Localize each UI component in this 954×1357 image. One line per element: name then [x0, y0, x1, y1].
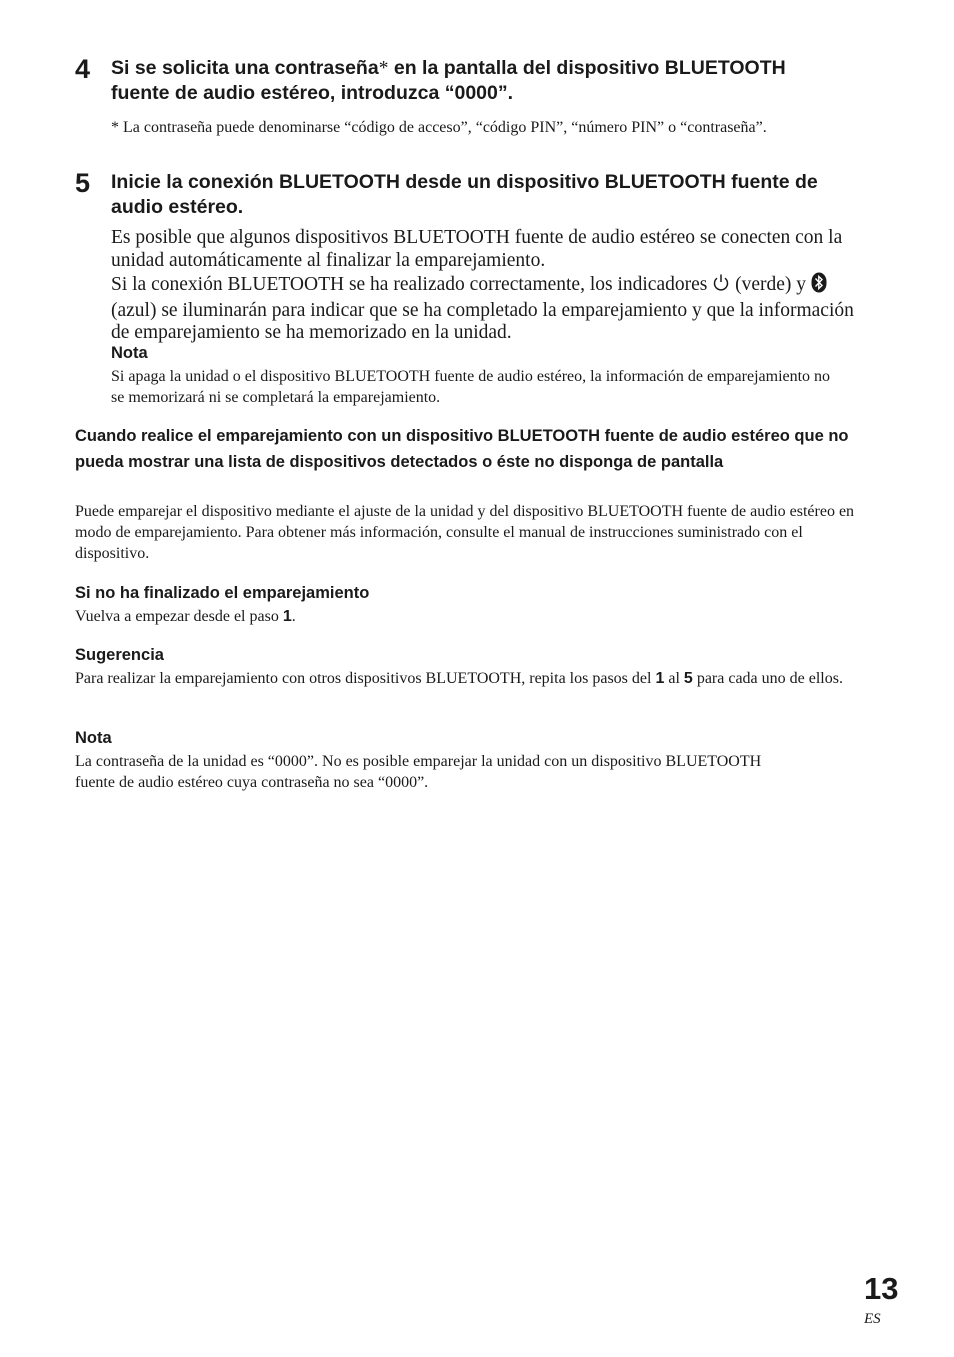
section-note-heading: Nota — [75, 729, 112, 747]
step-5-paragraph-2: Si la conexión BLUETOOTH se ha realizado correctamente, los indicadores (verde) y (azul) se iluminarán para indicar que se ha completado la emparejamiento y que la información de emparejamiento se ha memorizado en la unidad. — [111, 274, 854, 343]
section-tip-text: Para realizar la emparejamiento con otros dispositivos BLUETOOTH, repita los pasos del 1 al 5 para cada uno de ellos. — [75, 670, 843, 687]
step-5-note-text: Si apaga la unidad o el dispositivo BLUETOOTH fuente de audio estéreo, la información de emparejamiento no se memorizará ni se completará la emparejamiento. — [111, 368, 831, 406]
bluetooth-icon — [811, 272, 827, 300]
language-code: ES — [864, 1311, 881, 1327]
section-no-list-heading: Cuando realice el emparejamiento con un dispositivo BLUETOOTH fuente de audio estéreo que no pueda mostrar una lista de dispositivos detectados o éste no disponga de pantalla — [75, 427, 849, 471]
step-5-title: Inicie la conexión BLUETOOTH desde un dispositivo BLUETOOTH fuente de audio estéreo. — [111, 171, 818, 218]
section-note-text: La contraseña de la unidad es “0000”. No es posible emparejar la unidad con un dispositivo BLUETOOTH fuente de audio estéreo cuya contraseña no sea “0000”. — [75, 753, 762, 791]
step-5-note-heading: Nota — [111, 344, 148, 362]
step-5-number: 5 — [75, 168, 91, 198]
asterisk: * — [378, 58, 389, 79]
step-5-paragraph-1: Es posible que algunos dispositivos BLUETOOTH fuente de audio estéreo se conecten con la unidad automáticamente al finalizar la emparejamiento. — [111, 227, 843, 271]
step-5-body — [111, 227, 856, 345]
step-4-number: 4 — [75, 54, 91, 84]
section-tip-heading: Sugerencia — [75, 646, 164, 664]
section-not-finished-text: Vuelva a empezar desde el paso 1. — [75, 608, 296, 625]
power-icon — [712, 273, 730, 300]
section-not-finished-heading: Si no ha finalizado el emparejamiento — [75, 584, 370, 602]
page-number: 13 — [864, 1271, 899, 1306]
step-4-footnote: * La contraseña puede denominarse “código de acceso”, “código PIN”, “número PIN” o “contraseña”. — [111, 119, 767, 136]
step-4-title: Si se solicita una contraseña* en la pantalla del dispositivo BLUETOOTH fuente de audio estéreo, introduzca “0000”. — [111, 57, 786, 104]
section-no-list-text: Puede emparejar el dispositivo mediante el ajuste de la unidad y del dispositivo BLUETOOTH fuente de audio estéreo en modo de emparejamiento. Para obtener más información, consulte el manual de instrucciones suministrado con el dispositivo. — [75, 503, 855, 562]
